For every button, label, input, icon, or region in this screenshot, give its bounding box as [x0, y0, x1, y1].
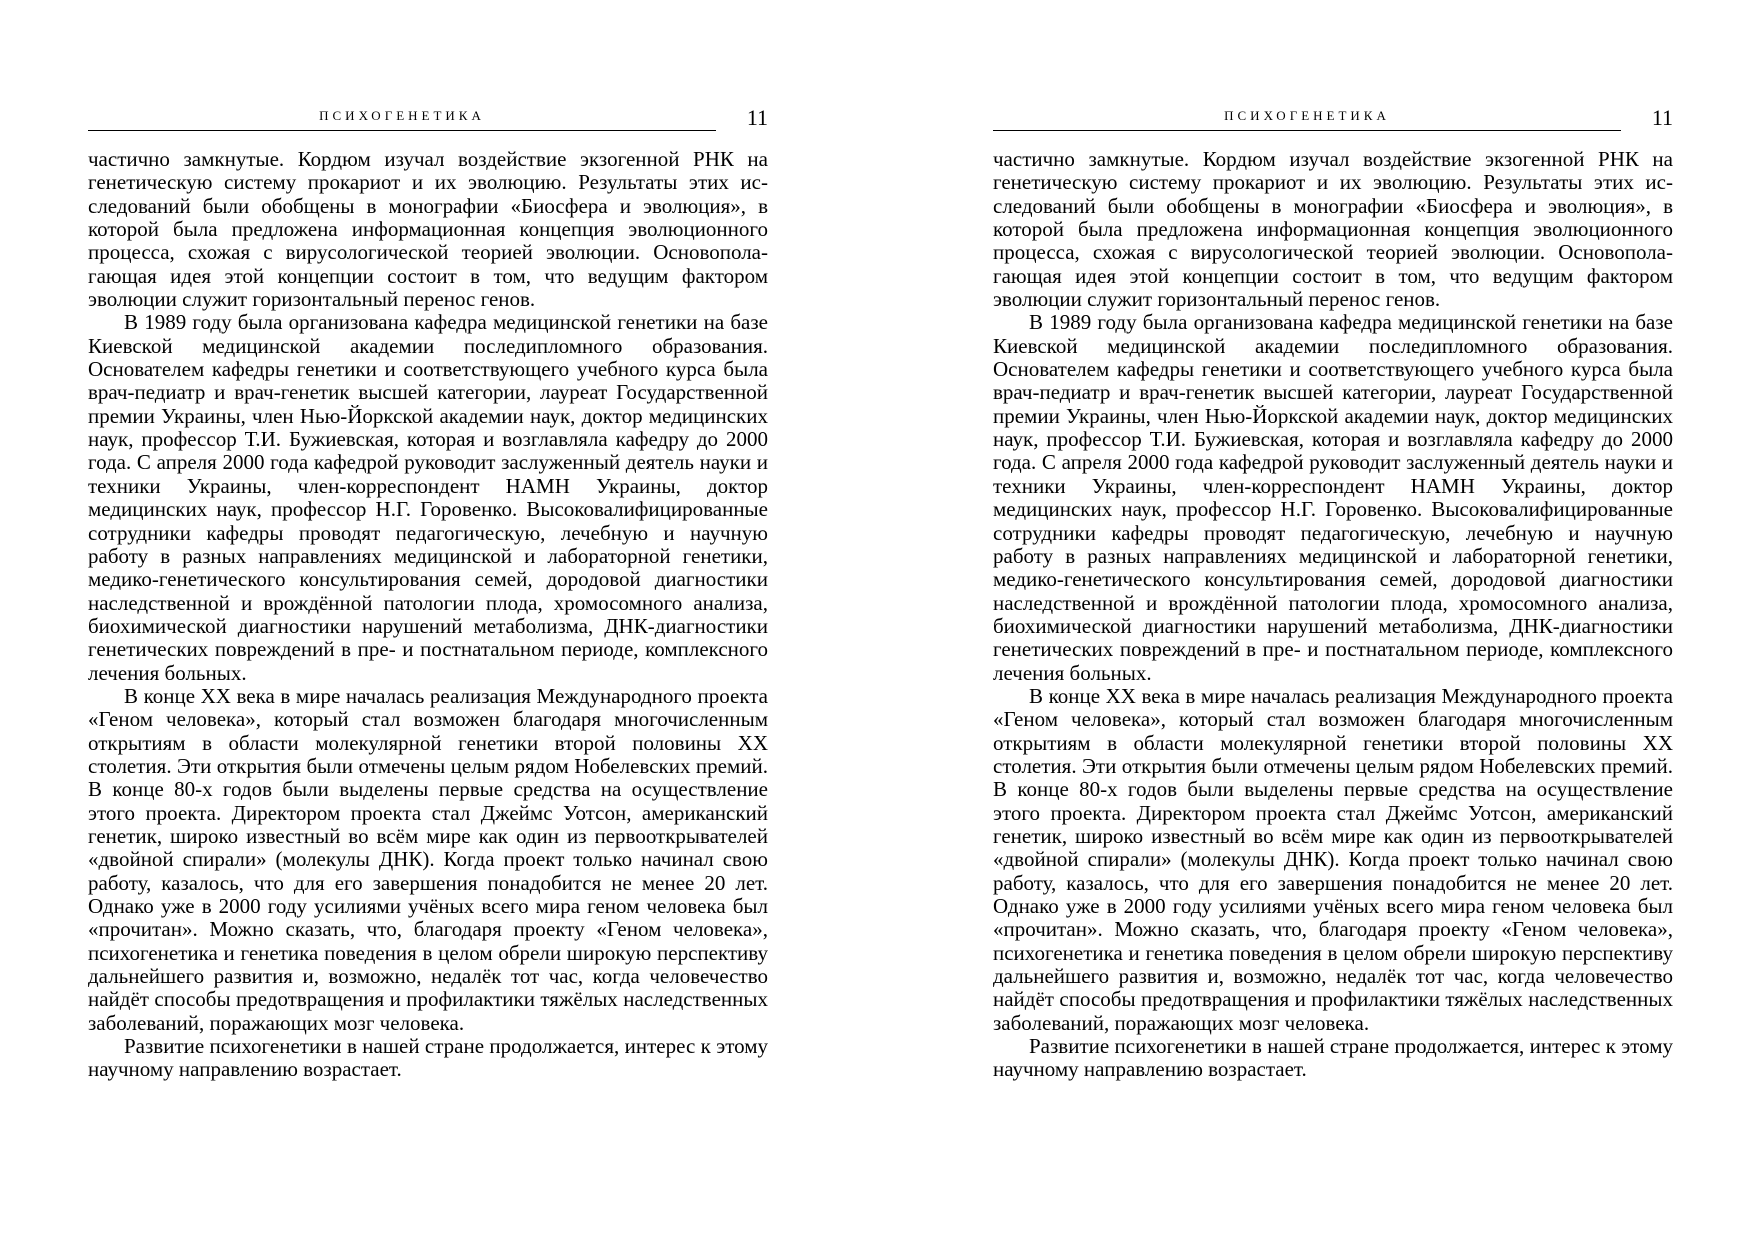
page-body — [88, 148, 768, 1082]
paragraph: частично замкнутые. Кордюм изучал воздействие экзогенной РНК на генетическую систему прокариот и их эволюцию. Результаты этих исследований были обобщены в монографии «Биосфера и эволюция», в которой была предложена информационная концепция эволюционного процесса, схожая с вирусологической теорией эволюции. Основополагающая идея этой концепции состоит в том, что ведущим фактором эволюции служит горизонтальный перенос генов. — [993, 147, 1673, 312]
paragraph: частично замкнутые. Кордюм изучал воздействие экзогенной РНК на генетическую систему прокариот и их эволюцию. Результаты этих исследований были обобщены в монографии «Биосфера и эволюция», в которой была предложена информационная концепция эволюционного процесса, схожая с вирусологической теорией эволюции. Основополагающая идея этой концепции состоит в том, что ведущим фактором эволюции служит горизонтальный перенос генов. — [88, 147, 768, 312]
right-page — [993, 0, 1673, 1240]
running-head — [993, 106, 1621, 131]
left-page — [88, 0, 768, 1240]
paragraph: В 1989 году была организована кафедра медицинской генетики на базе Киевской медицинской академии последипломного образования. Основателем кафедры генетики и соответствующего учебного курса была врач-педиатр и врач-генетик высшей категории, лауреат Государственной премии Украины, член Нью-Йоркской академии наук, доктор медицинских наук, профессор Т.И. Бужиевская, которая и возглавляла кафедру до 2000 года. С апреля 2000 года кафедрой руководит заслуженный деятель науки и техники Украины, член-корреспондент НАМН Украины, доктор медицинских наук, профессор Н.Г. Горовенко. Высоковалифицированные сотрудники кафедры проводят педагогическую, лечебную и научную работу в разных направлениях медицинской и лабораторной генетики, медико-генетического консультирования семей, дородовой диагностики наследственной и врождённой патологии плода, хромосомного анализа, биохимической диагностики нарушений метаболизма, ДНК-диагностики генетических повреждений в пре- и постнатальном периоде, комплексного лечения больных. — [993, 310, 1673, 685]
running-head — [88, 106, 716, 131]
page-number: 11 — [1651, 105, 1673, 130]
running-head-title: ПСИХОГЕНЕТИКА — [319, 108, 485, 123]
paragraph: Развитие психогенетики в нашей стране продолжается, интерес к этому научному направлению возрастает. — [88, 1034, 768, 1082]
paragraph: В конце XX века в мире началась реализация Международного проекта «Геном человека», который стал возможен благодаря многочисленным открытиям в области молекулярной генетики второй половины XX столетия. Эти открытия были отмечены целым рядом Нобелевских премий. В конце 80-х годов были выделены первые средства на осуществление этого проекта. Директором проекта стал Джеймс Уотсон, американский генетик, широко известный во всём мире как один из первооткрывателей «двойной спирали» (молекулы ДНК). Когда проект только начинал свою работу, казалось, что для его завершения понадобится не менее 20 лет. Однако уже в 2000 году усилиями учёных всего мира геном человека был «прочитан». Можно сказать, что, благодаря проекту «Геном человека», психогенетика и генетика поведения в целом обрели широкую перспективу дальнейшего развития и, возможно, недалёк тот час, когда человечество найдёт способы предотвращения и профилактики тяжёлых наследственных заболеваний, поражающих мозг человека. — [88, 683, 768, 1035]
paragraph: В конце XX века в мире началась реализация Международного проекта «Геном человека», который стал возможен благодаря многочисленным открытиям в области молекулярной генетики второй половины XX столетия. Эти открытия были отмечены целым рядом Нобелевских премий. В конце 80-х годов были выделены первые средства на осуществление этого проекта. Директором проекта стал Джеймс Уотсон, американский генетик, широко известный во всём мире как один из первооткрывателей «двойной спирали» (молекулы ДНК). Когда проект только начинал свою работу, казалось, что для его завершения понадобится не менее 20 лет. Однако уже в 2000 году усилиями учёных всего мира геном человека был «прочитан». Можно сказать, что, благодаря проекту «Геном человека», психогенетика и генетика поведения в целом обрели широкую перспективу дальнейшего развития и, возможно, недалёк тот час, когда человечество найдёт способы предотвращения и профилактики тяжёлых наследственных заболеваний, поражающих мозг человека. — [993, 683, 1673, 1035]
paragraph: Развитие психогенетики в нашей стране продолжается, интерес к этому научному направлению возрастает. — [993, 1034, 1673, 1082]
page-body — [993, 148, 1673, 1082]
page-number: 11 — [746, 105, 768, 130]
running-head-title: ПСИХОГЕНЕТИКА — [1224, 108, 1390, 123]
paragraph: В 1989 году была организована кафедра медицинской генетики на базе Киевской медицинской академии последипломного образования. Основателем кафедры генетики и соответствующего учебного курса была врач-педиатр и врач-генетик высшей категории, лауреат Государственной премии Украины, член Нью-Йоркской академии наук, доктор медицинских наук, профессор Т.И. Бужиевская, которая и возглавляла кафедру до 2000 года. С апреля 2000 года кафедрой руководит заслуженный деятель науки и техники Украины, член-корреспондент НАМН Украины, доктор медицинских наук, профессор Н.Г. Горовенко. Высоковалифицированные сотрудники кафедры проводят педагогическую, лечебную и научную работу в разных направлениях медицинской и лабораторной генетики, медико-генетического консультирования семей, дородовой диагностики наследственной и врождённой патологии плода, хромосомного анализа, биохимической диагностики нарушений метаболизма, ДНК-диагностики генетических повреждений в пре- и постнатальном периоде, комплексного лечения больных. — [88, 310, 768, 685]
